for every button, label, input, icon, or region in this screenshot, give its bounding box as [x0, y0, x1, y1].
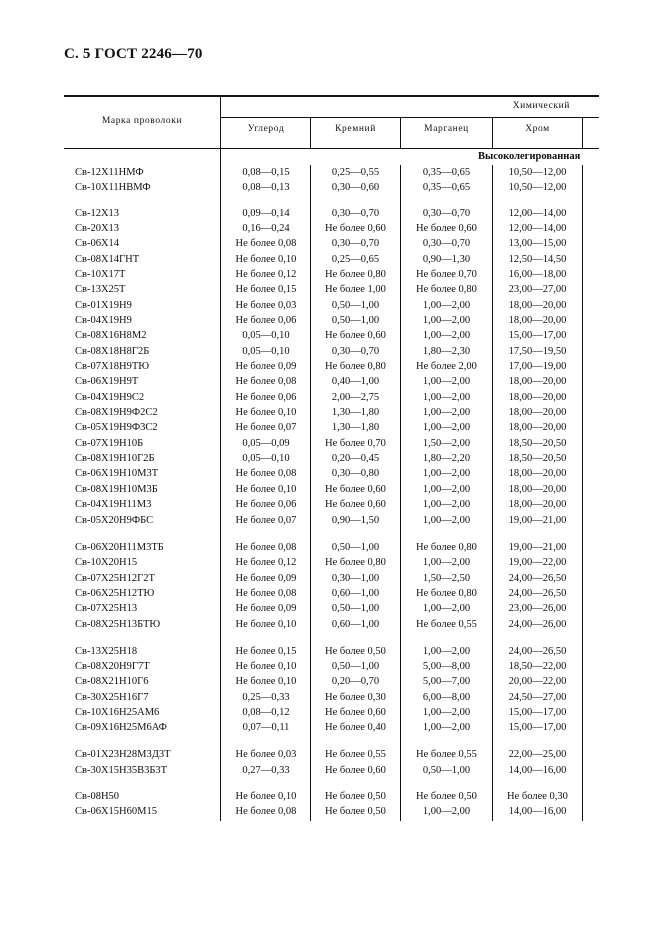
- chromium-cell: 16,00—18,00: [508, 269, 567, 280]
- manganese-cell: Не более 0,70: [416, 269, 477, 280]
- table-row: [0, 646, 661, 662]
- silicon-cell: 0,30—0,70: [331, 238, 380, 249]
- chromium-cell: 19,00—21,00: [508, 542, 567, 553]
- manganese-cell: 1,50—2,50: [422, 573, 471, 584]
- chromium-cell: 19,00—21,00: [508, 515, 567, 526]
- grade-cell: Св-10Х16Н25АМ6: [75, 707, 160, 718]
- manganese-cell: 1,00—2,00: [422, 806, 471, 817]
- manganese-cell: 1,00—2,00: [422, 722, 471, 733]
- carbon-cell: Не более 0,10: [235, 484, 297, 495]
- table-row: [0, 661, 661, 677]
- chromium-cell: 10,50—12,00: [508, 167, 567, 178]
- chromium-cell: 18,00—20,00: [508, 422, 567, 433]
- silicon-cell: 0,50—1,00: [331, 542, 380, 553]
- carbon-cell: Не более 0,07: [235, 515, 297, 526]
- carbon-cell: 0,25—0,33: [242, 692, 290, 703]
- carbon-cell: Не более 0,10: [235, 407, 297, 418]
- grade-cell: Св-06Х15Н60М15: [75, 806, 157, 817]
- carbon-cell: Не более 0,09: [235, 603, 297, 614]
- chromium-cell: 18,00—20,00: [508, 484, 567, 495]
- manganese-cell: 1,00—2,00: [422, 376, 471, 387]
- grade-cell: Св-07Х25Н13: [75, 603, 138, 614]
- silicon-cell: Не более 0,60: [325, 484, 386, 495]
- grade-cell: Св-08Х20Н9Г7Т: [75, 661, 150, 672]
- column-divider: [582, 118, 583, 149]
- manganese-cell: 1,00—2,00: [422, 707, 471, 718]
- carbon-cell: 0,07—0,11: [242, 722, 290, 733]
- grade-cell: Св-01Х19Н9: [75, 300, 132, 311]
- header-carbon: Углерод: [247, 124, 285, 134]
- chromium-cell: 20,00—22,00: [508, 676, 567, 687]
- carbon-cell: Не более 0,09: [235, 361, 297, 372]
- manganese-cell: 5,00—8,00: [422, 661, 471, 672]
- chromium-cell: 19,00—22,00: [508, 557, 567, 568]
- header-group-rule: [221, 117, 599, 118]
- carbon-cell: Не более 0,08: [235, 542, 297, 553]
- silicon-cell: Не более 0,80: [325, 557, 386, 568]
- chromium-cell: 18,00—20,00: [508, 300, 567, 311]
- table-row: [0, 707, 661, 723]
- carbon-cell: Не более 0,06: [235, 392, 297, 403]
- grade-cell: Св-12Х11НМФ: [75, 167, 144, 178]
- chromium-cell: 14,00—16,00: [508, 765, 567, 776]
- manganese-cell: 1,00—2,00: [422, 557, 471, 568]
- silicon-cell: Не более 0,50: [325, 806, 386, 817]
- chromium-cell: 18,00—20,00: [508, 376, 567, 387]
- header-manganese: Марганец: [424, 124, 469, 134]
- header-silicon: Кремний: [335, 124, 376, 134]
- silicon-cell: 1,30—1,80: [331, 407, 380, 418]
- grade-cell: Св-08Х19Н10М3Б: [75, 484, 158, 495]
- chromium-cell: 13,00—15,00: [508, 238, 567, 249]
- manganese-cell: 1,80—2,30: [422, 346, 471, 357]
- manganese-cell: 0,50—1,00: [422, 765, 471, 776]
- chromium-cell: 15,00—17,00: [508, 707, 567, 718]
- table-row: [0, 269, 661, 285]
- manganese-cell: 1,00—2,00: [422, 484, 471, 495]
- chromium-cell: 24,00—26,50: [508, 646, 567, 657]
- silicon-cell: 0,60—1,00: [331, 588, 380, 599]
- silicon-cell: 0,90—1,50: [331, 515, 380, 526]
- grade-cell: Св-08Н50: [75, 791, 120, 802]
- carbon-cell: Не более 0,08: [235, 588, 297, 599]
- silicon-cell: Не более 0,70: [325, 438, 386, 449]
- grade-cell: Св-10Х20Н15: [75, 557, 138, 568]
- chromium-cell: 18,00—20,00: [508, 468, 567, 479]
- chromium-cell: 12,00—14,00: [508, 208, 567, 219]
- grade-cell: Св-04Х19Н11М3: [75, 499, 152, 510]
- table-row: [0, 588, 661, 604]
- manganese-cell: Не более 0,80: [416, 542, 477, 553]
- carbon-cell: Не более 0,08: [235, 468, 297, 479]
- table-top-rule: [64, 95, 599, 97]
- chromium-cell: 15,00—17,00: [508, 722, 567, 733]
- table-row: [0, 223, 661, 239]
- table-row: [0, 453, 661, 469]
- chromium-cell: 18,00—20,00: [508, 315, 567, 326]
- silicon-cell: Не более 0,80: [325, 361, 386, 372]
- silicon-cell: Не более 0,50: [325, 646, 386, 657]
- grade-cell: Св-10Х11НВМФ: [75, 182, 151, 193]
- chromium-cell: 22,00—25,00: [508, 749, 567, 760]
- grade-cell: Св-30Х25Н16Г7: [75, 692, 149, 703]
- table-row: [0, 573, 661, 589]
- manganese-cell: 1,00—2,00: [422, 330, 471, 341]
- chromium-cell: 10,50—12,00: [508, 182, 567, 193]
- grade-cell: Св-13Х25Т: [75, 284, 126, 295]
- table-row: [0, 749, 661, 765]
- silicon-cell: 0,30—0,70: [331, 208, 380, 219]
- silicon-cell: Не более 0,60: [325, 765, 386, 776]
- chromium-cell: 17,00—19,00: [508, 361, 567, 372]
- section-label: Высоколегированная: [478, 151, 581, 162]
- table-row: [0, 499, 661, 515]
- manganese-cell: 1,00—2,00: [422, 407, 471, 418]
- silicon-cell: 0,60—1,00: [331, 619, 380, 630]
- grade-cell: Св-08Х25Н13БТЮ: [75, 619, 161, 630]
- grade-cell: Св-06Х20Н11М3ТБ: [75, 542, 164, 553]
- manganese-cell: 6,00—8,00: [422, 692, 471, 703]
- grade-cell: Св-08Х18Н8Г2Б: [75, 346, 150, 357]
- grade-cell: Св-04Х19Н9С2: [75, 392, 145, 403]
- silicon-cell: 0,30—0,80: [331, 468, 380, 479]
- grade-cell: Св-05Х20Н9ФБС: [75, 515, 154, 526]
- grade-cell: Св-08Х14ГНТ: [75, 254, 140, 265]
- manganese-cell: 1,00—2,00: [422, 422, 471, 433]
- manganese-cell: Не более 0,55: [416, 619, 477, 630]
- grade-cell: Св-04Х19Н9: [75, 315, 132, 326]
- silicon-cell: Не более 0,60: [325, 330, 386, 341]
- chromium-cell: 24,50—27,00: [508, 692, 567, 703]
- silicon-cell: 0,30—0,70: [331, 346, 380, 357]
- carbon-cell: Не более 0,08: [235, 806, 297, 817]
- table-row: [0, 468, 661, 484]
- grade-cell: Св-07Х19Н10Б: [75, 438, 144, 449]
- chromium-cell: Не более 0,30: [507, 791, 568, 802]
- grade-cell: Св-08Х19Н10Г2Б: [75, 453, 155, 464]
- table-row: [0, 557, 661, 573]
- manganese-cell: 5,00—7,00: [422, 676, 471, 687]
- grade-cell: Св-08Х16Н8М2: [75, 330, 147, 341]
- grade-cell: Св-30Х15Н35В3Б3Т: [75, 765, 168, 776]
- manganese-cell: 0,30—0,70: [422, 208, 471, 219]
- table-row: [0, 806, 661, 822]
- carbon-cell: Не более 0,12: [235, 557, 297, 568]
- carbon-cell: Не более 0,12: [235, 269, 297, 280]
- manganese-cell: 1,00—2,00: [422, 300, 471, 311]
- carbon-cell: 0,05—0,10: [242, 453, 290, 464]
- header-chemical-group: Химический: [512, 101, 570, 111]
- silicon-cell: Не более 0,60: [325, 707, 386, 718]
- carbon-cell: 0,05—0,09: [242, 438, 290, 449]
- carbon-cell: Не более 0,10: [235, 661, 297, 672]
- grade-cell: Св-07Х25Н12Г2Т: [75, 573, 155, 584]
- chromium-cell: 18,00—20,00: [508, 407, 567, 418]
- manganese-cell: 1,00—2,00: [422, 515, 471, 526]
- table-row: [0, 346, 661, 362]
- chromium-cell: 14,00—16,00: [508, 806, 567, 817]
- grade-cell: Св-09Х16Н25М6АФ: [75, 722, 167, 733]
- silicon-cell: Не более 0,30: [325, 692, 386, 703]
- silicon-cell: Не более 0,60: [325, 499, 386, 510]
- grade-cell: Св-12Х13: [75, 208, 120, 219]
- carbon-cell: Не более 0,10: [235, 254, 297, 265]
- table-row: [0, 238, 661, 254]
- silicon-cell: Не более 0,60: [325, 223, 386, 234]
- silicon-cell: 0,50—1,00: [331, 315, 380, 326]
- table-row: [0, 182, 661, 198]
- manganese-cell: Не более 0,80: [416, 284, 477, 295]
- carbon-cell: 0,09—0,14: [242, 208, 290, 219]
- carbon-cell: Не более 0,09: [235, 573, 297, 584]
- table-row: [0, 392, 661, 408]
- carbon-cell: 0,16—0,24: [242, 223, 290, 234]
- manganese-cell: 0,35—0,65: [422, 167, 471, 178]
- grade-cell: Св-10Х17Т: [75, 269, 126, 280]
- chromium-cell: 18,50—20,50: [508, 453, 567, 464]
- header-grade: Марка проволоки: [101, 116, 183, 126]
- table-row: [0, 376, 661, 392]
- table-row: [0, 542, 661, 558]
- silicon-cell: 0,25—0,65: [331, 254, 380, 265]
- grade-cell: Св-01Х23Н28М3Д3Т: [75, 749, 171, 760]
- manganese-cell: 1,00—2,00: [422, 646, 471, 657]
- manganese-cell: Не более 0,50: [416, 791, 477, 802]
- table-row: [0, 722, 661, 738]
- header-chromium: Хром: [525, 124, 550, 134]
- table-row: [0, 619, 661, 635]
- chromium-cell: 23,00—26,00: [508, 603, 567, 614]
- manganese-cell: 1,00—2,00: [422, 603, 471, 614]
- table-row: [0, 603, 661, 619]
- grade-cell: Св-07Х18Н9ТЮ: [75, 361, 150, 372]
- table-row: [0, 765, 661, 781]
- table-row: [0, 422, 661, 438]
- table-row: [0, 438, 661, 454]
- table-row: [0, 676, 661, 692]
- silicon-cell: 0,50—1,00: [331, 603, 380, 614]
- silicon-cell: Не более 1,00: [325, 284, 386, 295]
- silicon-cell: 0,50—1,00: [331, 300, 380, 311]
- chromium-cell: 15,00—17,00: [508, 330, 567, 341]
- chromium-cell: 17,50—19,50: [508, 346, 567, 357]
- manganese-cell: 0,35—0,65: [422, 182, 471, 193]
- silicon-cell: 0,25—0,55: [331, 167, 380, 178]
- silicon-cell: 2,00—2,75: [331, 392, 380, 403]
- silicon-cell: Не более 0,55: [325, 749, 386, 760]
- page-header: С. 5 ГОСТ 2246—70: [64, 46, 203, 62]
- silicon-cell: 0,20—0,45: [331, 453, 380, 464]
- table-row: [0, 484, 661, 500]
- manganese-cell: 1,80—2,20: [422, 453, 471, 464]
- silicon-cell: 1,30—1,80: [331, 422, 380, 433]
- table-row: [0, 208, 661, 224]
- chromium-cell: 18,50—22,00: [508, 661, 567, 672]
- chromium-cell: 18,50—20,50: [508, 438, 567, 449]
- table-row: [0, 330, 661, 346]
- carbon-cell: 0,05—0,10: [242, 346, 290, 357]
- manganese-cell: 1,00—2,00: [422, 499, 471, 510]
- grade-cell: Св-06Х19Н9Т: [75, 376, 139, 387]
- manganese-cell: 1,00—2,00: [422, 468, 471, 479]
- chromium-cell: 24,00—26,50: [508, 573, 567, 584]
- silicon-cell: 0,20—0,70: [331, 676, 380, 687]
- table-row: [0, 254, 661, 270]
- silicon-cell: 0,40—1,00: [331, 376, 380, 387]
- grade-cell: Св-06Х19Н10М3Т: [75, 468, 159, 479]
- table-row: [0, 791, 661, 807]
- table-row: [0, 692, 661, 708]
- header-bottom-rule: [64, 148, 599, 149]
- carbon-cell: Не более 0,08: [235, 376, 297, 387]
- carbon-cell: Не более 0,08: [235, 238, 297, 249]
- table-row: [0, 284, 661, 300]
- chromium-cell: 12,00—14,00: [508, 223, 567, 234]
- carbon-cell: Не более 0,03: [235, 300, 297, 311]
- silicon-cell: 0,30—0,60: [331, 182, 380, 193]
- chromium-cell: 18,00—20,00: [508, 499, 567, 510]
- grade-cell: Св-08Х19Н9Ф2С2: [75, 407, 158, 418]
- carbon-cell: 0,05—0,10: [242, 330, 290, 341]
- manganese-cell: Не более 2,00: [416, 361, 477, 372]
- carbon-cell: Не более 0,10: [235, 619, 297, 630]
- table-row: [0, 300, 661, 316]
- carbon-cell: Не более 0,15: [235, 284, 297, 295]
- table-row: [0, 407, 661, 423]
- chromium-cell: 18,00—20,00: [508, 392, 567, 403]
- carbon-cell: Не более 0,06: [235, 315, 297, 326]
- chromium-cell: 24,00—26,50: [508, 588, 567, 599]
- carbon-cell: Не более 0,07: [235, 422, 297, 433]
- chromium-cell: 12,50—14,50: [508, 254, 567, 265]
- carbon-cell: Не более 0,15: [235, 646, 297, 657]
- manganese-cell: Не более 0,80: [416, 588, 477, 599]
- manganese-cell: 1,50—2,00: [422, 438, 471, 449]
- manganese-cell: 1,00—2,00: [422, 392, 471, 403]
- carbon-cell: Не более 0,10: [235, 676, 297, 687]
- carbon-cell: Не более 0,03: [235, 749, 297, 760]
- carbon-cell: 0,08—0,13: [242, 182, 290, 193]
- table-row: [0, 361, 661, 377]
- chromium-cell: 24,00—26,00: [508, 619, 567, 630]
- silicon-cell: Не более 0,50: [325, 791, 386, 802]
- grade-cell: Св-06Х25Н12ТЮ: [75, 588, 155, 599]
- grade-cell: Св-13Х25Н18: [75, 646, 138, 657]
- carbon-cell: Не более 0,10: [235, 791, 297, 802]
- carbon-cell: Не более 0,06: [235, 499, 297, 510]
- manganese-cell: Не более 0,60: [416, 223, 477, 234]
- table-row: [0, 315, 661, 331]
- chromium-cell: 23,00—27,00: [508, 284, 567, 295]
- grade-cell: Св-20Х13: [75, 223, 120, 234]
- silicon-cell: 0,30—1,00: [331, 573, 380, 584]
- manganese-cell: 1,00—2,00: [422, 315, 471, 326]
- grade-cell: Св-06Х14: [75, 238, 120, 249]
- silicon-cell: 0,50—1,00: [331, 661, 380, 672]
- carbon-cell: 0,08—0,15: [242, 167, 290, 178]
- table-row: [0, 515, 661, 531]
- table-row: [0, 167, 661, 183]
- silicon-cell: Не более 0,40: [325, 722, 386, 733]
- carbon-cell: 0,27—0,33: [242, 765, 290, 776]
- grade-cell: Св-08Х21Н10Г6: [75, 676, 149, 687]
- grade-cell: Св-05Х19Н9Ф3С2: [75, 422, 158, 433]
- manganese-cell: Не более 0,55: [416, 749, 477, 760]
- silicon-cell: Не более 0,80: [325, 269, 386, 280]
- carbon-cell: 0,08—0,12: [242, 707, 290, 718]
- manganese-cell: 0,90—1,30: [422, 254, 471, 265]
- manganese-cell: 0,30—0,70: [422, 238, 471, 249]
